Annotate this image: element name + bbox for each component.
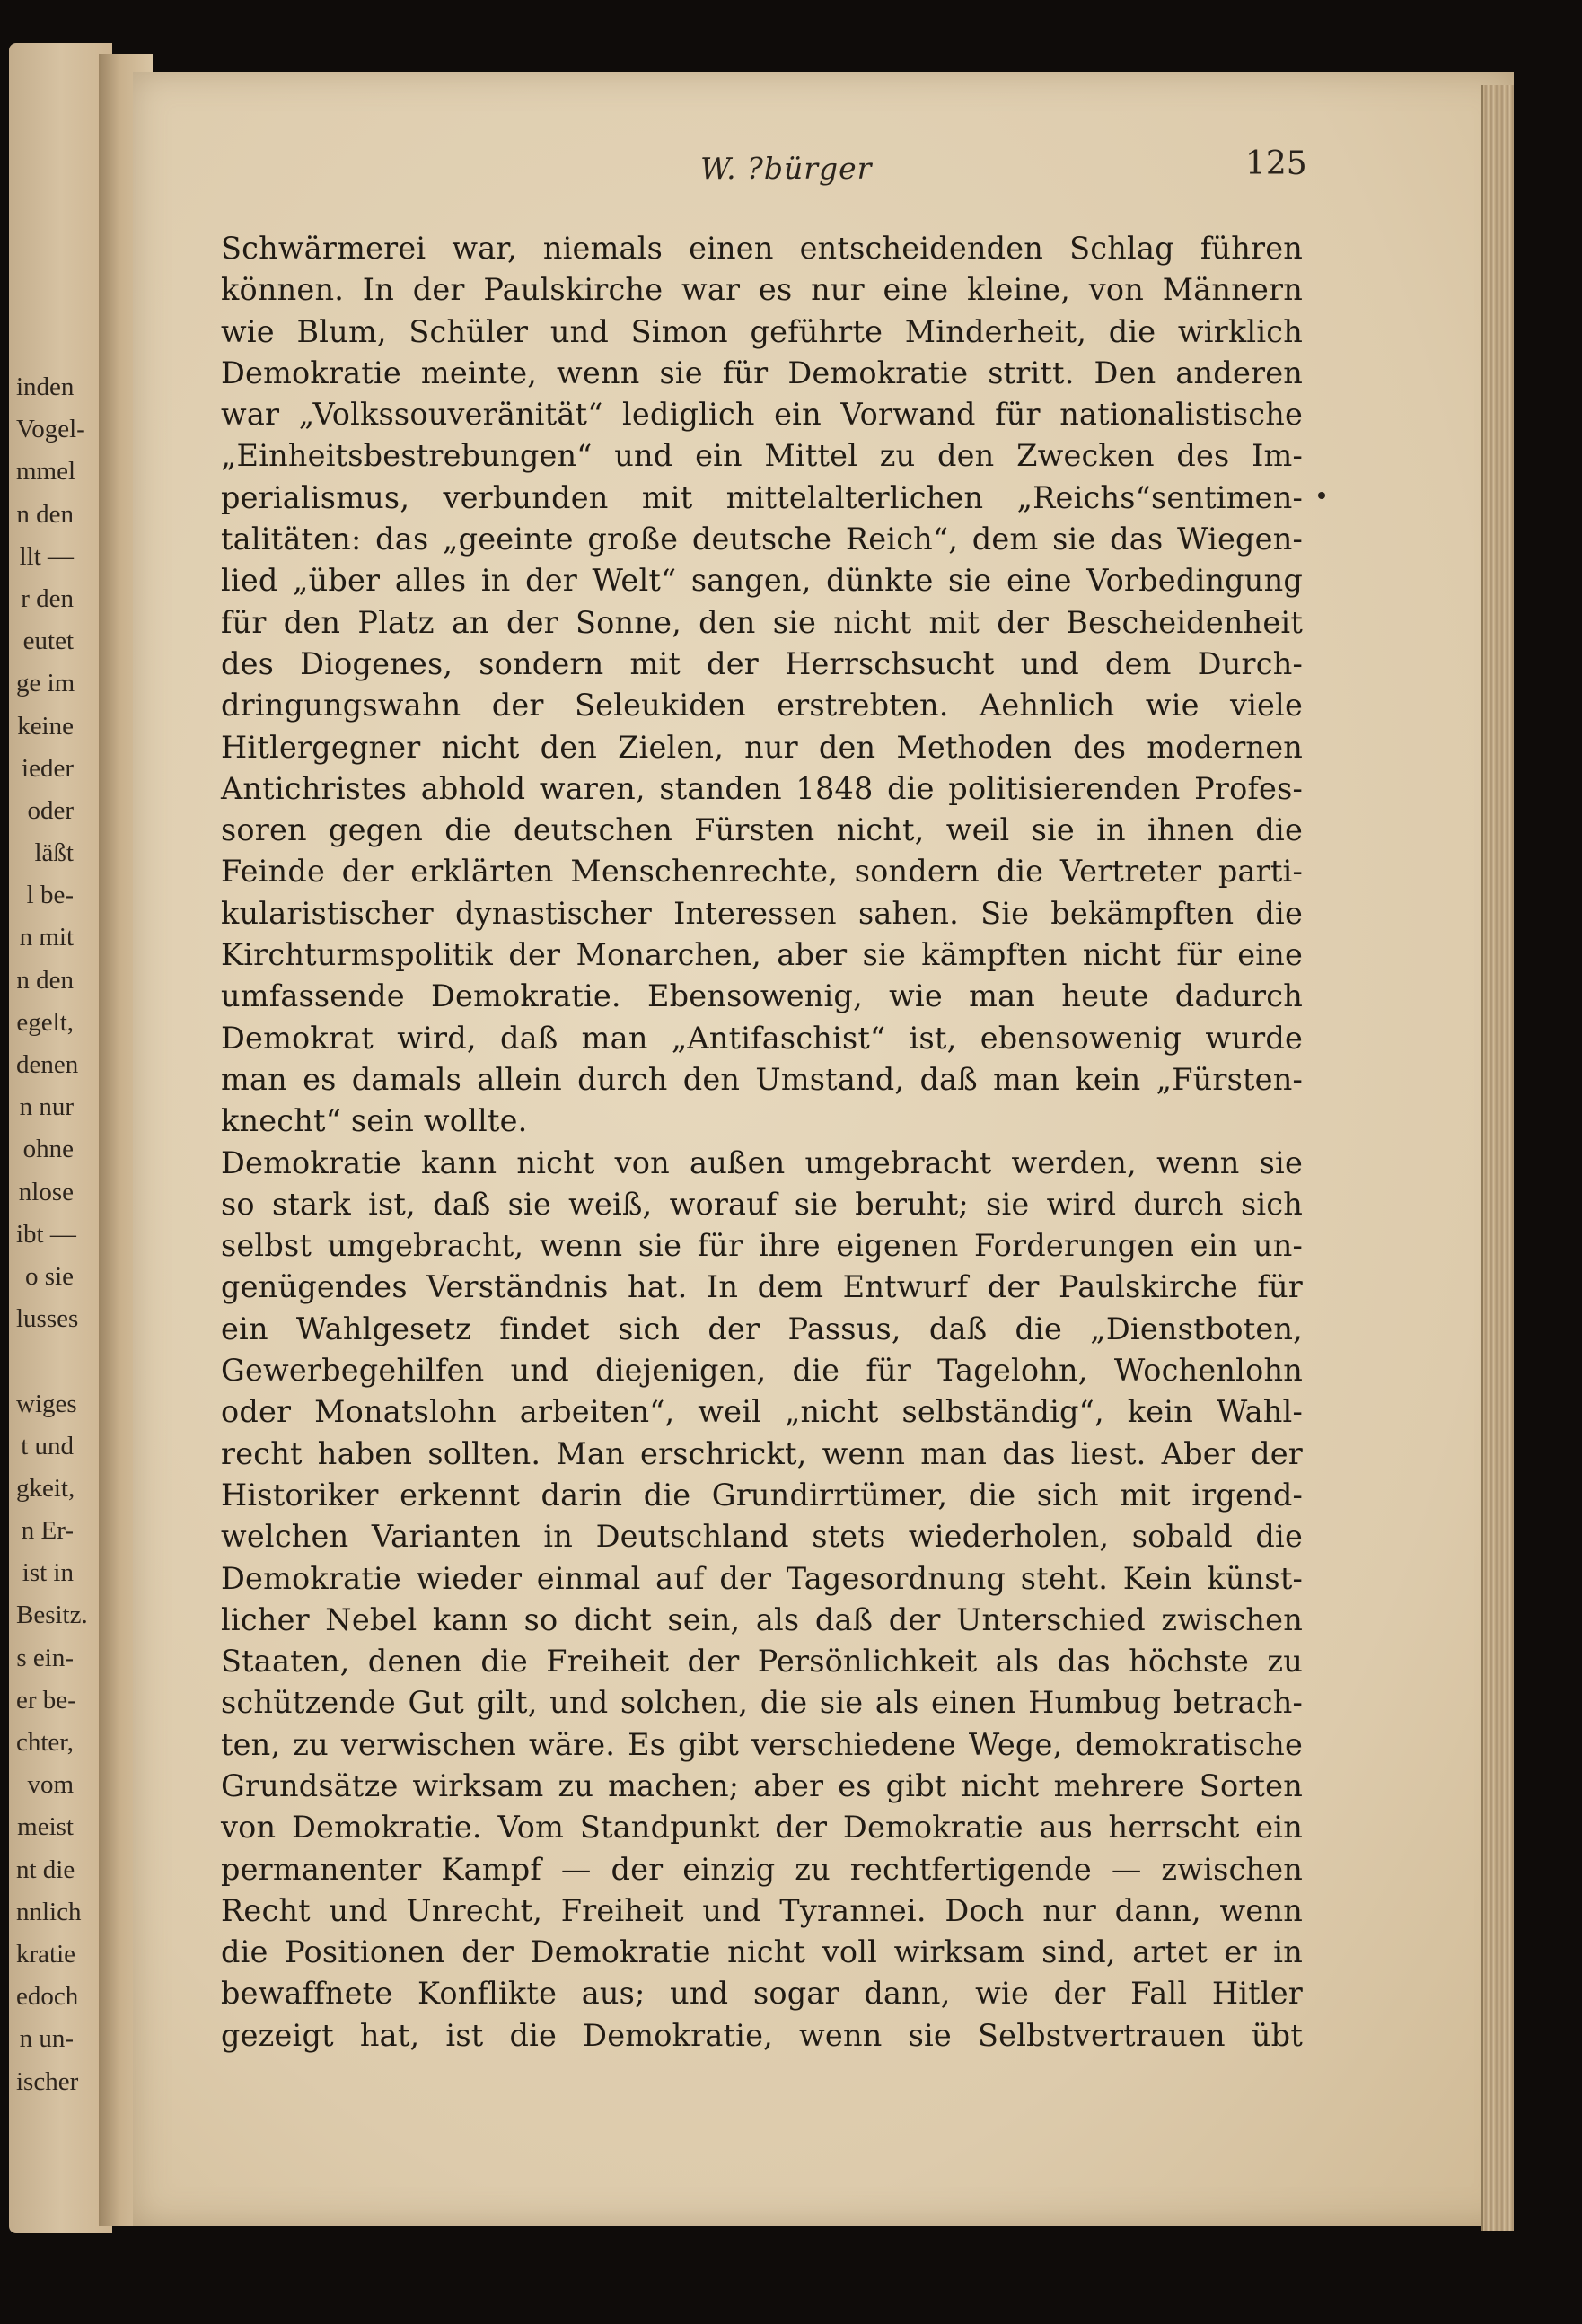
text-line: ten, zu verwischen wäre. Es gibt verschiedene Wege, demokratische — [221, 1726, 1303, 1762]
text-line: Demokrat wird, daß man „Antifaschist“ ist, ebensowenig wurde — [221, 1020, 1303, 1056]
previous-page-line: eutet — [22, 627, 74, 656]
previous-page-line: nt die — [16, 1855, 75, 1884]
text-line: selbst umgebracht, wenn sie für ihre eigenen Forderungen ein un- — [221, 1228, 1303, 1264]
margin-mark — [1318, 492, 1325, 499]
text-line: Staaten, denen die Freiheit der Persönlichkeit als das höchste zu — [221, 1644, 1303, 1679]
text-line: so stark ist, daß sie weiß, worauf sie beruht; sie wird durch sich — [221, 1186, 1303, 1222]
text-line: von Demokratie. Vom Standpunkt der Demokratie aus herrscht ein — [221, 1810, 1303, 1846]
previous-page-line: s ein- — [16, 1643, 74, 1672]
previous-page-line: ohne — [22, 1135, 74, 1164]
previous-page-line: ge im — [16, 669, 75, 698]
text-line: soren gegen die deutschen Fürsten nicht, weil sie in ihnen die — [221, 812, 1303, 848]
text-line: umfassende Demokratie. Ebensowenig, wie man heute dadurch — [221, 978, 1303, 1014]
previous-page-line: wiges — [16, 1389, 77, 1418]
text-line: knecht“ sein wollte. — [221, 1103, 528, 1139]
text-line: Recht und Unrecht, Freiheit und Tyrannei. Doch nur dann, wenn — [221, 1892, 1303, 1928]
text-line: talitäten: das „geeinte große deutsche Reich“, dem sie das Wiegen- — [221, 522, 1303, 557]
previous-page-line: chter, — [16, 1728, 75, 1757]
previous-page-line: vom — [27, 1770, 74, 1800]
text-line: können. In der Paulskirche war es nur eine kleine, von Männern — [221, 272, 1303, 308]
text-line: schützende Gut gilt, und solchen, die sie als einen Humbug betrach- — [221, 1685, 1303, 1721]
previous-page-line: oder — [27, 795, 74, 825]
previous-page-line — [16, 1340, 74, 1382]
previous-page-line: ist in — [22, 1558, 74, 1588]
previous-page-line: er be- — [16, 1685, 76, 1714]
previous-page-line: n den — [16, 965, 74, 995]
text-line: kularistischer dynastischer Interessen sahen. Sie bekämpften die — [221, 895, 1303, 931]
previous-page-line: Besitz. — [16, 1600, 88, 1630]
previous-page-line: kratie — [16, 1939, 76, 1969]
previous-page-line: n nur — [19, 1092, 74, 1122]
previous-page-line: r den — [21, 583, 74, 613]
text-line: Historiker erkennt darin die Grundirrtümer, die sich mit irgend- — [221, 1477, 1303, 1513]
body-text — [221, 228, 1303, 2057]
text-line: bewaffnete Konflikte aus; und sogar dann, wie der Fall Hitler — [221, 1976, 1303, 2012]
text-line: Hitlergegner nicht den Zielen, nur den Methoden des modernen — [221, 729, 1303, 765]
previous-page-line: gkeit, — [16, 1473, 75, 1503]
previous-page-line: läßt — [34, 838, 74, 868]
text-line: Antichristes abhold waren, standen 1848 die politisierenden Profes- — [221, 770, 1303, 806]
text-line: wie Blum, Schüler und Simon geführte Minderheit, die wirklich — [221, 313, 1303, 349]
previous-page-line: Vogel- — [16, 415, 85, 444]
previous-page-line: inden — [16, 373, 75, 401]
text-line: ein Wahlgesetz findet sich der Passus, daß die „Dienstboten, — [221, 1311, 1303, 1346]
text-line: war „Volkssouveränität“ lediglich ein Vorwand für nationalistische — [221, 397, 1303, 433]
text-line: genügendes Verständnis hat. In dem Entwurf der Paulskirche für — [221, 1269, 1303, 1305]
text-line: Demokratie kann nicht von außen umgebracht werden, wenn sie — [221, 1144, 1303, 1180]
previous-page-line: l be- — [26, 881, 74, 910]
previous-page-line: o sie — [25, 1261, 74, 1291]
text-line: gezeigt hat, ist die Demokratie, wenn sie Selbstvertrauen übt — [221, 2017, 1303, 2053]
text-line: die Positionen der Demokratie nicht voll wirksam sind, artet er in — [221, 1934, 1303, 1970]
previous-page-line: ieder — [22, 753, 74, 783]
previous-page-line: n mit — [19, 923, 74, 952]
text-line: oder Monatslohn arbeiten“, weil „nicht selbständig“, kein Wahl- — [221, 1394, 1303, 1430]
previous-page-line: n den — [16, 499, 74, 529]
text-line: welchen Varianten in Deutschland stets wiederholen, sobald die — [221, 1519, 1303, 1555]
text-line: Feinde der erklärten Menschenrechte, sondern die Vertreter parti- — [221, 854, 1303, 890]
text-line: Demokratie wieder einmal auf der Tagesordnung steht. Kein künst- — [221, 1560, 1303, 1596]
text-line: recht haben sollten. Man erschrickt, wenn man das liest. Aber der — [221, 1435, 1303, 1471]
previous-page-line: mmel — [16, 457, 76, 487]
previous-page-line: nlose — [18, 1177, 74, 1206]
previous-page-line: n un- — [19, 2024, 74, 2054]
previous-page-line: ibt — — [16, 1219, 76, 1249]
text-line: lied „über alles in der Welt“ sangen, dünkte sie eine Vorbedingung — [221, 563, 1303, 599]
page-edges — [1481, 85, 1514, 2231]
text-line: Schwärmerei war, niemals einen entscheidenden Schlag führen — [221, 231, 1303, 266]
text-line: permanenter Kampf — der einzig zu rechtfertigende — zwischen — [221, 1851, 1303, 1887]
previous-page-line: ischer — [16, 2066, 79, 2096]
previous-page-line: nnlich — [16, 1897, 82, 1926]
previous-page-line: n Er- — [21, 1516, 74, 1546]
text-line: des Diogenes, sondern mit der Herrschsucht und dem Durch- — [221, 645, 1303, 681]
previous-page-line: keine — [17, 711, 74, 741]
previous-page-line: llt — — [19, 541, 74, 571]
text-line: Demokratie meinte, wenn sie für Demokratie stritt. Den anderen — [221, 355, 1303, 390]
previous-page-line: lusses — [16, 1304, 79, 1334]
previous-page-line: denen — [16, 1050, 79, 1079]
text-line: man es damals allein durch den Umstand, daß man kein „Fürsten- — [221, 1061, 1303, 1097]
previous-page-text — [16, 366, 88, 2103]
page-number: 125 — [1245, 145, 1307, 182]
running-title: W. ?bürger — [700, 151, 873, 186]
previous-page-line: meist — [17, 1812, 74, 1842]
previous-page-line: t und — [21, 1431, 74, 1460]
text-line: für den Platz an der Sonne, den sie nicht mit der Bescheidenheit — [221, 604, 1303, 640]
text-line: licher Nebel kann so dicht sein, als daß der Unterschied zwischen — [221, 1601, 1303, 1637]
text-line: perialismus, verbunden mit mittelalterlichen „Reichs“sentimen- — [221, 479, 1303, 515]
previous-page — [9, 43, 112, 2233]
text-line: „Einheitsbestrebungen“ und ein Mittel zu den Zwecken des Im- — [221, 438, 1303, 474]
text-line: dringungswahn der Seleukiden erstrebten. Aehnlich wie viele — [221, 688, 1303, 724]
text-line: Grundsätze wirksam zu machen; aber es gibt nicht mehrere Sorten — [221, 1767, 1303, 1803]
text-line: Kirchturmspolitik der Monarchen, aber sie kämpften nicht für eine — [221, 937, 1303, 973]
previous-page-line: edoch — [16, 1982, 79, 2012]
previous-page-line: egelt, — [16, 1007, 74, 1037]
text-line: Gewerbegehilfen und diejenigen, die für Tagelohn, Wochenlohn — [221, 1353, 1303, 1389]
